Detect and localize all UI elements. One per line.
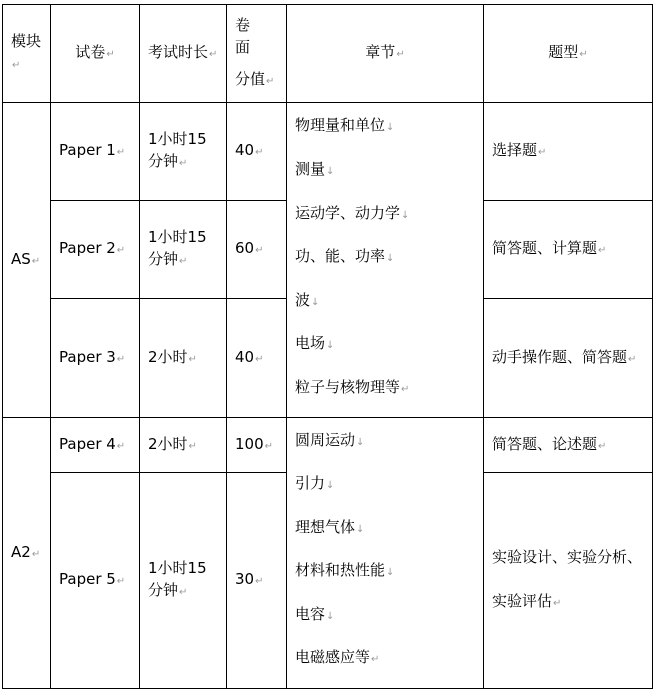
header-duration: 考试时长↵ xyxy=(140,5,227,103)
duration-cell: 1小时15分钟↵ xyxy=(140,201,227,299)
header-question-type: 题型↵ xyxy=(484,5,653,103)
header-chapters: 章节↵ xyxy=(287,5,484,103)
header-row xyxy=(3,5,653,103)
exam-structure-table xyxy=(2,4,653,689)
chapter-item: 功、能、功率 xyxy=(295,247,386,265)
chapter-item: 运动学、动力学 xyxy=(295,203,401,222)
duration-cell: 2小时↵ xyxy=(140,299,227,418)
chapter-item: 物理量和单位 xyxy=(295,116,386,134)
header-module: 模块↵ xyxy=(3,5,51,103)
chapter-item: 电磁感应等 xyxy=(295,648,371,666)
chapter-item: 引力 xyxy=(295,474,326,492)
paper-name-cell: Paper 2↵ xyxy=(51,201,140,299)
chapter-item: 电容 xyxy=(295,604,326,623)
question-type-cell: 简答题、计算题↵ xyxy=(484,201,653,299)
paper-name-cell: Paper 1↵ xyxy=(51,103,140,201)
chapter-item: 理想气体 xyxy=(295,517,356,536)
question-type-cell: 动手操作题、简答题↵ xyxy=(484,299,653,418)
paper-name-cell: Paper 3↵ xyxy=(51,299,140,418)
question-type-cell: 实验设计、实验分析、实验评估↵ xyxy=(484,473,653,689)
header-score-line1: 卷 面 xyxy=(235,16,270,56)
score-cell: 60↵ xyxy=(227,201,287,299)
module-cell-a2: A2↵ xyxy=(3,418,51,689)
chapter-item: 电场 xyxy=(295,334,326,352)
table-row xyxy=(3,418,653,473)
paper-name-cell: Paper 5↵ xyxy=(51,473,140,689)
header-score: 卷 面 分值↵ xyxy=(227,5,287,103)
score-cell: 30↵ xyxy=(227,473,287,689)
header-paper: 试卷↵ xyxy=(51,5,140,103)
duration-cell: 2小时↵ xyxy=(140,418,227,473)
question-type-cell: 简答题、论述题↵ xyxy=(484,418,653,473)
duration-cell: 1小时15分钟↵ xyxy=(140,473,227,689)
module-cell-as: AS↵ xyxy=(3,103,51,418)
header-score-line2: 分值 xyxy=(235,70,266,88)
chapter-item: 波 xyxy=(295,290,311,309)
score-cell: 40↵ xyxy=(227,299,287,418)
score-cell: 100↵ xyxy=(227,418,287,473)
chapter-item: 材料和热性能 xyxy=(295,561,386,579)
chapter-item: 测量 xyxy=(295,160,326,178)
score-cell: 40↵ xyxy=(227,103,287,201)
paper-name-cell: Paper 4↵ xyxy=(51,418,140,473)
duration-cell: 1小时15分钟↵ xyxy=(140,103,227,201)
chapters-cell-as: 物理量和单位↓ 测量↓ 运动学、动力学↓ 功、能、功率↓ 波↓ 电场↓ 粒子与核物理等↵ xyxy=(287,103,484,418)
table-row xyxy=(3,103,653,201)
question-type-cell: 选择题↵ xyxy=(484,103,653,201)
chapter-item: 圆周运动 xyxy=(295,431,356,449)
chapters-cell-a2: 圆周运动↓ 引力↓ 理想气体↓ 材料和热性能↓ 电容↓ 电磁感应等↵ xyxy=(287,418,484,689)
chapter-item: 粒子与核物理等 xyxy=(295,377,401,396)
